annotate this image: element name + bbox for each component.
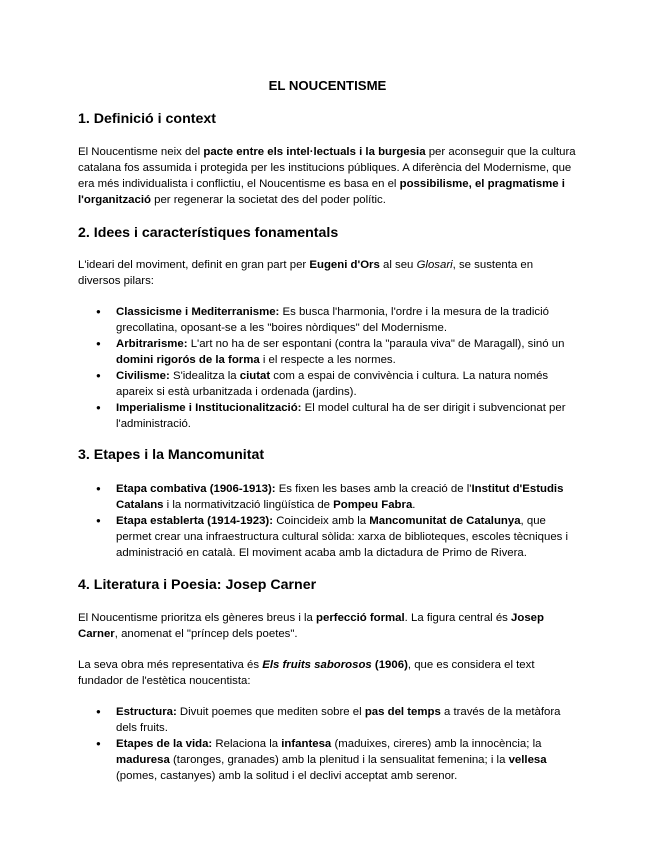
list-item xyxy=(78,368,577,400)
item-label: Arbitrarisme: xyxy=(116,338,188,350)
bullet-list xyxy=(78,481,577,561)
paragraph-text: , se sustenta en diversos pilars: xyxy=(78,259,534,287)
list-item xyxy=(78,304,577,336)
section-heading: 4. Literatura i Poesia: Josep Carner xyxy=(78,577,317,593)
item-label: Estructura: xyxy=(116,706,177,718)
paragraph-text: . La figura central és xyxy=(404,612,512,624)
paragraph-text: , que es considera el text fundador de l'estètica noucentista: xyxy=(78,659,535,687)
section-heading: 2. Idees i característiques fonamentals xyxy=(78,225,339,241)
item-text: . xyxy=(412,499,416,511)
bold-phrase: ciutat xyxy=(239,370,271,382)
item-label: Etapes de la vida: xyxy=(116,738,213,750)
list-item xyxy=(78,336,577,368)
item-label: Etapa combativa (1906-1913): xyxy=(116,483,276,495)
section-definicio xyxy=(78,109,577,208)
bold-phrase: Institut d'Estudis Catalans xyxy=(116,483,564,511)
section-paragraph xyxy=(78,257,577,289)
paragraph-text: per regenerar la societat des del poder polític. xyxy=(150,194,386,206)
item-text: Divuit poemes que mediten sobre el xyxy=(176,706,365,718)
paragraph-text: per aconseguir que la cultura catalana fos assumida i protegida per les institucions públiques. A diferència del Modernisme, que era més individualista i conflictiu, el Noucentisme es basa en el xyxy=(78,146,576,190)
bullet-list xyxy=(78,704,577,784)
item-text: El model cultural ha de ser dirigit i subvencionat per l'administració. xyxy=(116,402,566,430)
list-item xyxy=(78,736,577,784)
bold-phrase: vellesa xyxy=(508,754,547,766)
section-idees xyxy=(78,223,577,432)
section-etapes xyxy=(78,445,577,561)
bold-phrase: infantesa xyxy=(281,738,332,750)
section-literatura xyxy=(78,575,577,784)
item-text: i el respecte a les normes. xyxy=(259,354,396,366)
section-heading: 3. Etapes i la Mancomunitat xyxy=(78,447,265,463)
item-text: L'art no ha de ser espontani (contra la "paraula viva" de Maragall), sinó un xyxy=(187,338,565,350)
list-item xyxy=(78,400,577,432)
book-title: Els fruits saborosos xyxy=(262,659,372,671)
paragraph-text: La seva obra més representativa és xyxy=(78,659,263,671)
paragraph-text: , anomenat el "príncep dels poetes". xyxy=(114,628,298,640)
bold-phrase: Mancomunitat de Catalunya xyxy=(369,515,521,527)
bold-phrase: Pompeu Fabra xyxy=(333,499,413,511)
item-text: , que permet crear una infraestructura cultural sòlida: xarxa de biblioteques, escoles tècniques i administració en català. El moviment acaba amb la dictadura de Primo de Rivera. xyxy=(116,515,569,559)
bold-phrase: (1906) xyxy=(371,659,408,671)
item-text: Relaciona la xyxy=(212,738,282,750)
item-text: Es busca l'harmonia, l'ordre i la mesura de la tradició grecollatina, oposant-se a les "boires nòrdiques" del Modernisme. xyxy=(116,306,549,334)
list-item xyxy=(78,481,577,513)
paragraph-text: El Noucentisme prioritza els gèneres breus i la xyxy=(78,612,317,624)
bold-phrase: domini rigorós de la forma xyxy=(116,354,260,366)
item-text: S'idealitza la xyxy=(169,370,240,382)
paragraph-text: al seu xyxy=(379,259,417,271)
bold-phrase: maduresa xyxy=(116,754,170,766)
list-item xyxy=(78,704,577,736)
item-label: Imperialisme i Institucionalització: xyxy=(116,402,302,414)
bold-phrase: Josep Carner xyxy=(78,612,544,640)
item-text: Es fixen les bases amb la creació de l' xyxy=(275,483,472,495)
section-paragraph xyxy=(78,144,577,208)
bold-phrase: perfecció formal xyxy=(316,612,405,624)
item-text: (pomes, castanyes) amb la solitud i el declivi acceptat amb serenor. xyxy=(116,770,458,782)
bold-phrase: pacte entre els intel·lectuals i la burgesia xyxy=(203,146,426,158)
section-paragraph xyxy=(78,610,577,642)
section-paragraph xyxy=(78,657,577,689)
item-text: a través de la metàfora dels fruits. xyxy=(116,706,561,734)
italic-title: Glosari xyxy=(416,259,453,271)
item-text: i la normativització lingüística de xyxy=(163,499,334,511)
list-item xyxy=(78,513,577,561)
item-label: Civilisme: xyxy=(116,370,170,382)
item-text: (taronges, granades) amb la plenitud i la sensualitat femenina; i la xyxy=(169,754,509,766)
section-heading: 1. Definició i context xyxy=(78,111,216,127)
item-text: com a espai de convivència i cultura. La natura només apareix si està urbanitzada i ordenada (jardins). xyxy=(116,370,549,398)
item-label: Classicisme i Mediterranisme: xyxy=(116,306,280,318)
paragraph-text: El Noucentisme neix del xyxy=(78,146,204,158)
bold-phrase: pas del temps xyxy=(364,706,441,718)
bold-phrase: Eugeni d'Ors xyxy=(309,259,380,271)
paragraph-text: L'ideari del moviment, definit en gran part per xyxy=(78,259,310,271)
document-title: EL NOUCENTISME xyxy=(268,78,387,93)
item-text: Coincideix amb la xyxy=(273,515,370,527)
item-label: Etapa establerta (1914-1923): xyxy=(116,515,274,527)
bold-phrase: possibilisme, el pragmatisme i l'organització xyxy=(78,178,565,206)
bullet-list xyxy=(78,304,577,432)
item-text: (maduixes, cireres) amb la innocència; la xyxy=(331,738,542,750)
